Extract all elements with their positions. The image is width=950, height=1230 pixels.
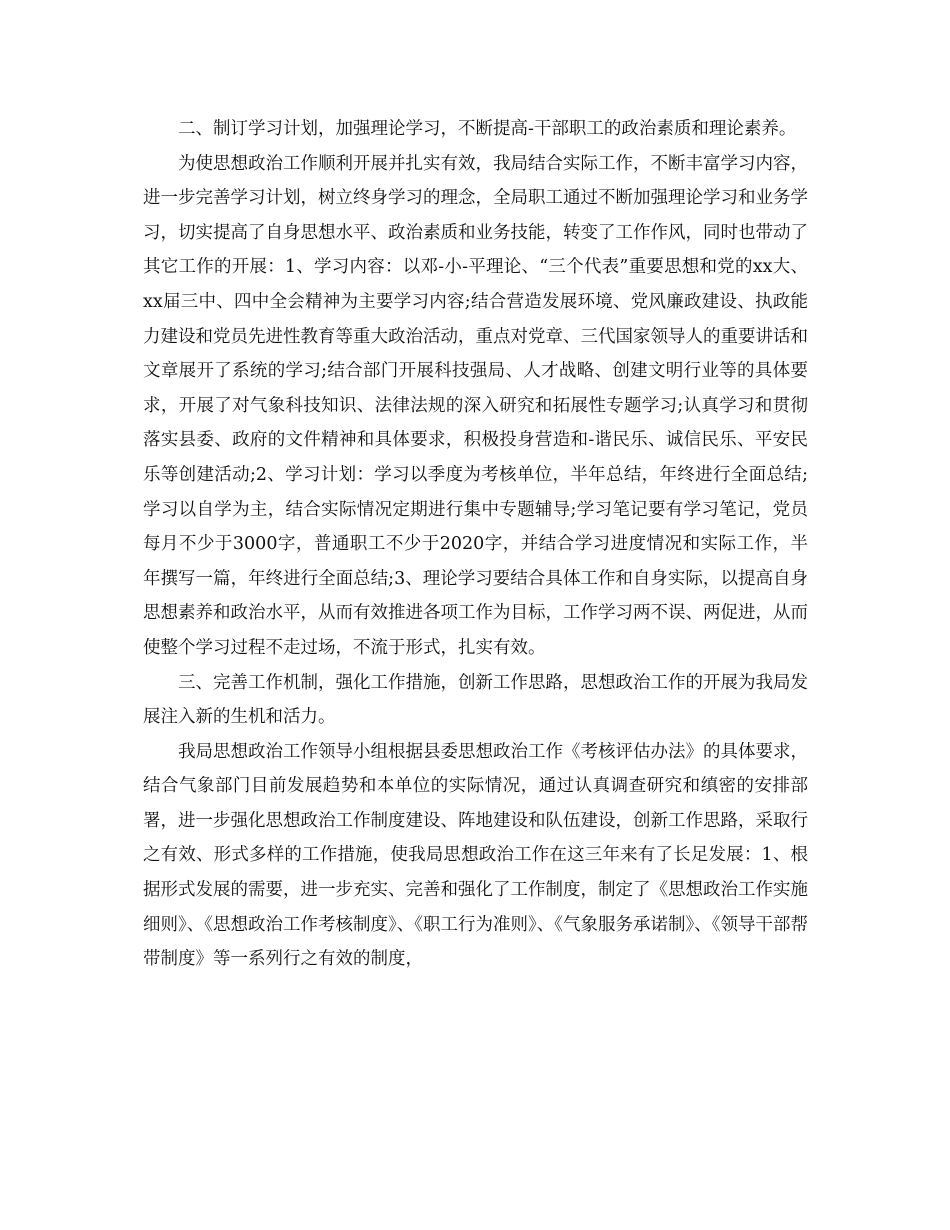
paragraph-study-plan: 为使思想政治工作顺利开展并扎实有效，我局结合实际工作，不断丰富学习内容，进一步完善学习计划，树立终身学习的理念，全局职工通过不断加强理论学习和业务学习，切实提高了自身思想水平、政治素质和业务技能，转变了工作作风，同时也带动了其它工作的开展：1、学习内容：以邓-小-平理论、“三个代表”重要思想和党的xx大、xx届三中、四中全会精神为主要学习内容;结合营造发展环境、党风廉政建设、执政能力建设和党员先进性教育等重大政治活动，重点对党章、三代国家领导人的重要讲话和文章展开了系统的学习;结合部门开展科技强局、人才战略、创建文明行业等的具体要求，开展了对气象科技知识、法律法规的深入研究和拓展性专题学习;认真学习和贯彻落实县委、政府的文件精神和具体要求，积极投身营造和-谐民乐、诚信民乐、平安民乐等创建活动;2、学习计划：学习以季度为考核单位，半年总结，年终进行全面总结;学习以自学为主，结合实际情况定期进行集中专题辅导;学习笔记要有学习笔记，党员每月不少于3000字，普通职工不少于2020字，并结合学习进度情况和实际工作，半年撰写一篇，年终进行全面总结;3、理论学习要结合具体工作和自身实际，以提高自身思想素养和政治水平，从而有效推进各项工作为目标，工作学习两不误、两促进，从而使整个学习过程不走过场，不流于形式，扎实有效。: [143, 153, 808, 658]
document-body: [143, 112, 808, 977]
paragraph-section-two-heading: 二、制订学习计划，加强理论学习，不断提高-干部职工的政治素质和理论素养。: [178, 119, 797, 139]
paragraph-work-mechanism: 我局思想政治工作领导小组根据县委思想政治工作《考核评估办法》的具体要求，结合气象部门目前发展趋势和本单位的实际情况，通过认真调查研究和缜密的安排部署，进一步强化思想政治工作制度建设、阵地建设和队伍建设，创新工作思路，采取行之有效、形式多样的工作措施，使我局思想政治工作在这三年来有了长足发展：1、根据形式发展的需要，进一步充实、完善和强化了工作制度，制定了《思想政治工作实施细则》、《思想政治工作考核制度》、《职工行为准则》、《气象服务承诺制》、《领导干部帮带制度》等一系列行之有效的制度，: [143, 741, 808, 970]
paragraph-section-three-heading: 三、完善工作机制，强化工作措施，创新工作思路，思想政治工作的开展为我局发展注入新的生机和活力。: [143, 672, 808, 728]
